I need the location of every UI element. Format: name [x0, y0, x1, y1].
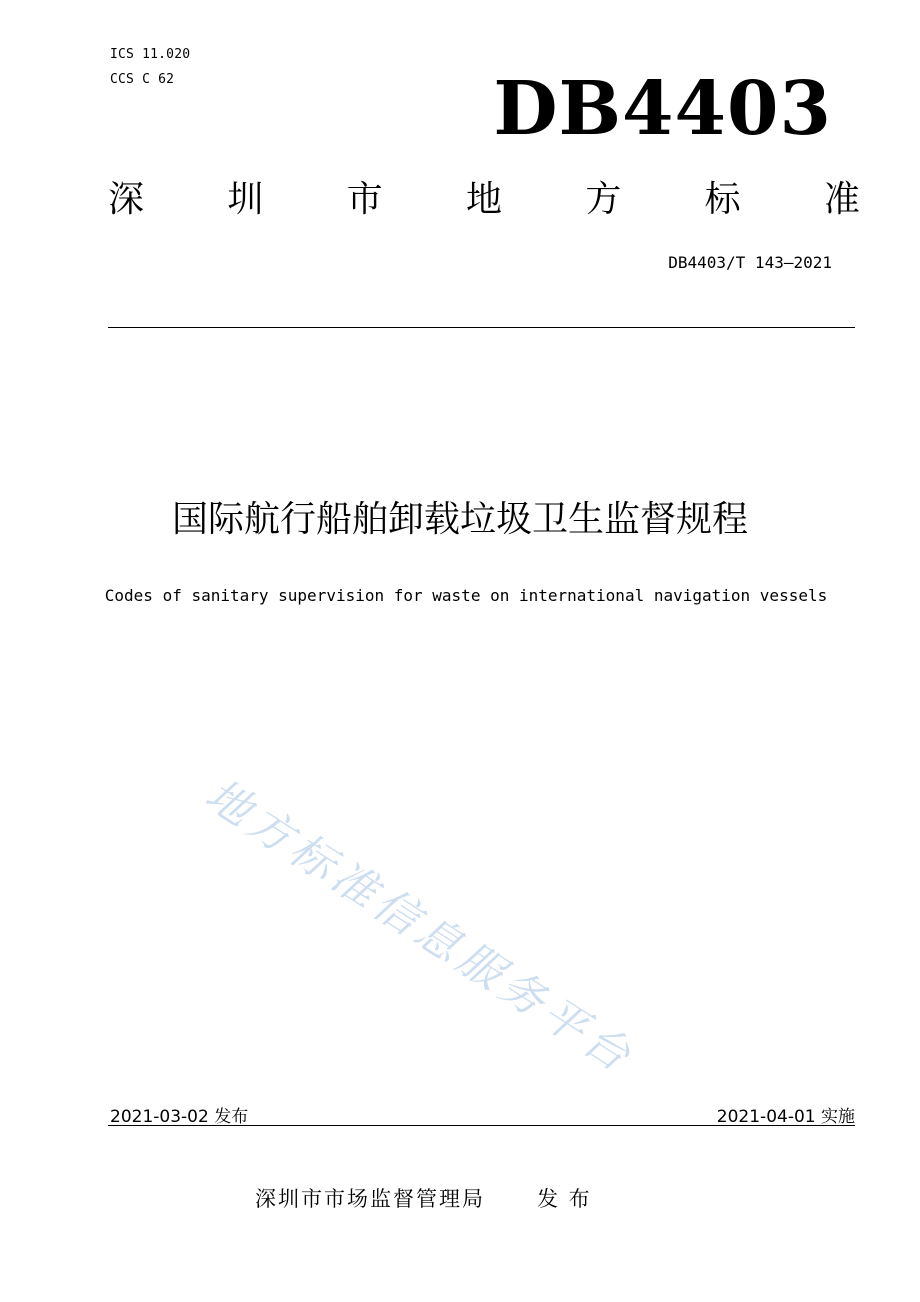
standard-type-char: 准	[823, 179, 860, 220]
issuer-name: 深圳市市场监督管理局	[255, 1187, 485, 1211]
implementation-date: 2021-04-01 实施	[716, 1107, 855, 1127]
standard-number: DB4403/T 143—2021	[668, 253, 832, 272]
ccs-code: CCS C 62	[110, 72, 175, 87]
standard-type-char: 圳	[227, 179, 264, 220]
standard-type-char: 方	[585, 179, 622, 220]
issuer-action: 发 布	[537, 1187, 592, 1211]
standard-type-char: 标	[704, 179, 741, 220]
title-chinese: 国际航行船舶卸载垃圾卫生监督规程	[171, 499, 748, 540]
issue-date: 2021-03-02 发布	[110, 1107, 249, 1127]
standard-logo: DB4403	[493, 66, 832, 152]
standard-type-char: 市	[346, 179, 383, 220]
footer-divider	[108, 1125, 855, 1126]
issuer	[255, 1183, 592, 1213]
ics-code: ICS 11.020	[110, 47, 191, 62]
watermark: 地方标准信息服务平台	[196, 769, 644, 1085]
title-english: Codes of sanitary supervision for waste on international navigation vessels	[104, 586, 828, 605]
standard-type-char: 地	[465, 179, 502, 220]
header-divider	[108, 327, 855, 328]
standard-type-char: 深	[108, 179, 145, 220]
standard-type	[108, 179, 860, 220]
